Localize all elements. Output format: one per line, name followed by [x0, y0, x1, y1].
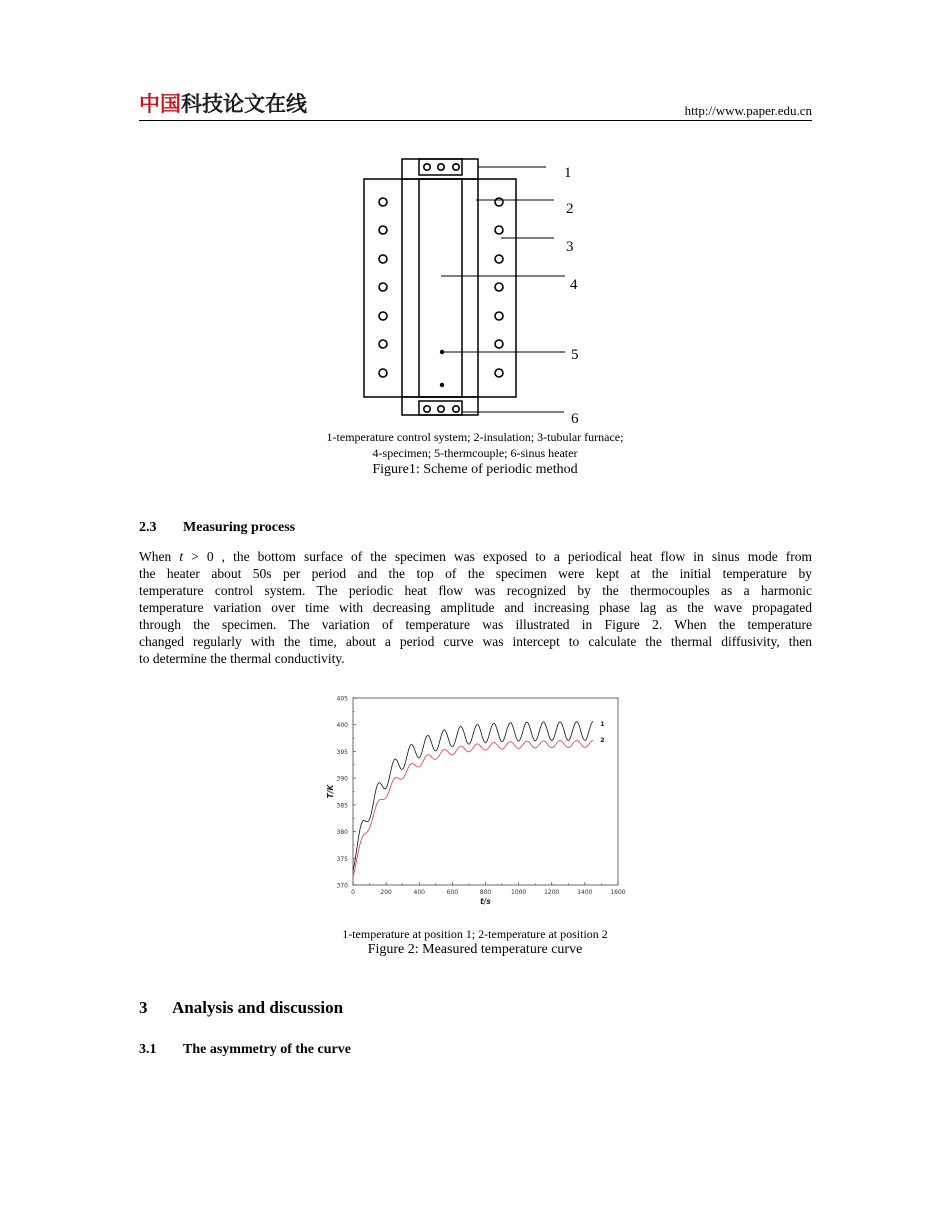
figure1-legend-line2: 4-specimen; 5-thermcouple; 6-sinus heater [372, 446, 578, 460]
y-tick-label: 405 [336, 695, 348, 703]
control-block [419, 159, 462, 175]
x-tick-label: 1600 [610, 889, 626, 896]
paragraph-line: through the specimen. The variation of temperature was illustrated in Figure 2. When the temperature [139, 617, 812, 632]
x-tick-label: 200 [380, 889, 392, 896]
x-tick-label: 800 [479, 889, 492, 896]
figure2-caption: Figure 2: Measured temperature curve [367, 942, 583, 957]
thermocouple-2 [440, 383, 444, 387]
x-axis-label: t/s [480, 897, 491, 906]
y-tick-label: 375 [336, 855, 348, 863]
y-tick-label: 370 [336, 882, 348, 890]
y-tick-label: 395 [336, 748, 348, 756]
section-title: Analysis and discussion [172, 998, 344, 1017]
section-heading-2-3 [139, 520, 295, 536]
top-cap [402, 159, 478, 179]
plot-frame [353, 698, 618, 885]
fig1-label-2: 2 [566, 201, 574, 217]
site-url[interactable]: http://www.paper.edu.cn [684, 103, 812, 118]
series-label-2: 2 [600, 736, 605, 745]
section-title: Measuring process [183, 520, 296, 535]
specimen [419, 179, 462, 397]
y-tick-label: 400 [336, 722, 348, 730]
x-tick-label: 1400 [577, 889, 593, 896]
series-line-1 [353, 722, 593, 871]
y-axis-label: T/K [326, 784, 335, 799]
paragraph-line: changed regularly with the time, about a period curve was intercept to calculate the thermal diffusivity, then [139, 634, 812, 649]
fig1-label-5: 5 [571, 347, 579, 363]
section-heading-3 [139, 998, 343, 1018]
paragraph-line: When t > 0 , the bottom surface of the specimen was exposed to a periodical heat flow in sinus mode from [139, 549, 812, 564]
section-title: The asymmetry of the curve [183, 1042, 351, 1057]
section-number: 2.3 [139, 520, 157, 535]
x-tick-label: 0 [351, 889, 355, 896]
page-header [139, 90, 812, 121]
fig1-label-4: 4 [570, 277, 578, 293]
section-number: 3 [139, 998, 148, 1017]
figure1-caption: Figure1: Scheme of periodic method [372, 462, 578, 477]
figure1-legend-line1: 1-temperature control system; 2-insulation; 3-tubular furnace; [326, 430, 624, 444]
paragraph-line: temperature variation over time with decreasing amplitude and increasing phase lag as the wave propagated [139, 600, 812, 615]
series-line-2 [353, 740, 593, 876]
x-tick-label: 400 [413, 889, 425, 896]
site-logo [139, 92, 307, 116]
figure2-legend: 1-temperature at position 1; 2-temperature at position 2 [342, 927, 608, 941]
paragraph-line: to determine the thermal conductivity. [139, 651, 345, 666]
x-tick-label: 1000 [510, 889, 527, 896]
fig1-label-3: 3 [566, 239, 574, 255]
y-tick-label: 390 [336, 775, 348, 783]
x-tick-label: 600 [446, 889, 459, 896]
y-tick-label: 380 [336, 829, 348, 837]
series-label-1: 1 [600, 720, 605, 729]
fig1-label-1: 1 [564, 165, 572, 181]
figure2-chart [318, 695, 630, 913]
x-tick-label: 1200 [544, 889, 560, 896]
figure1-scheme [330, 155, 630, 425]
logo-black-text: 科技论文在线 [181, 92, 307, 116]
paragraph-line: the heater about 50s per period and the top of the specimen were kept at the initial temperature by [139, 566, 812, 581]
section-number: 3.1 [139, 1042, 157, 1057]
fig1-label-6: 6 [571, 411, 579, 425]
section-heading-3-1 [139, 1042, 351, 1058]
y-tick-label: 385 [336, 802, 348, 810]
logo-red-text: 中国 [139, 92, 181, 116]
paragraph-line: temperature control system. The periodic heat flow was recognized by the thermocouples as a harmonic [139, 583, 812, 598]
body-paragraph [139, 548, 812, 667]
